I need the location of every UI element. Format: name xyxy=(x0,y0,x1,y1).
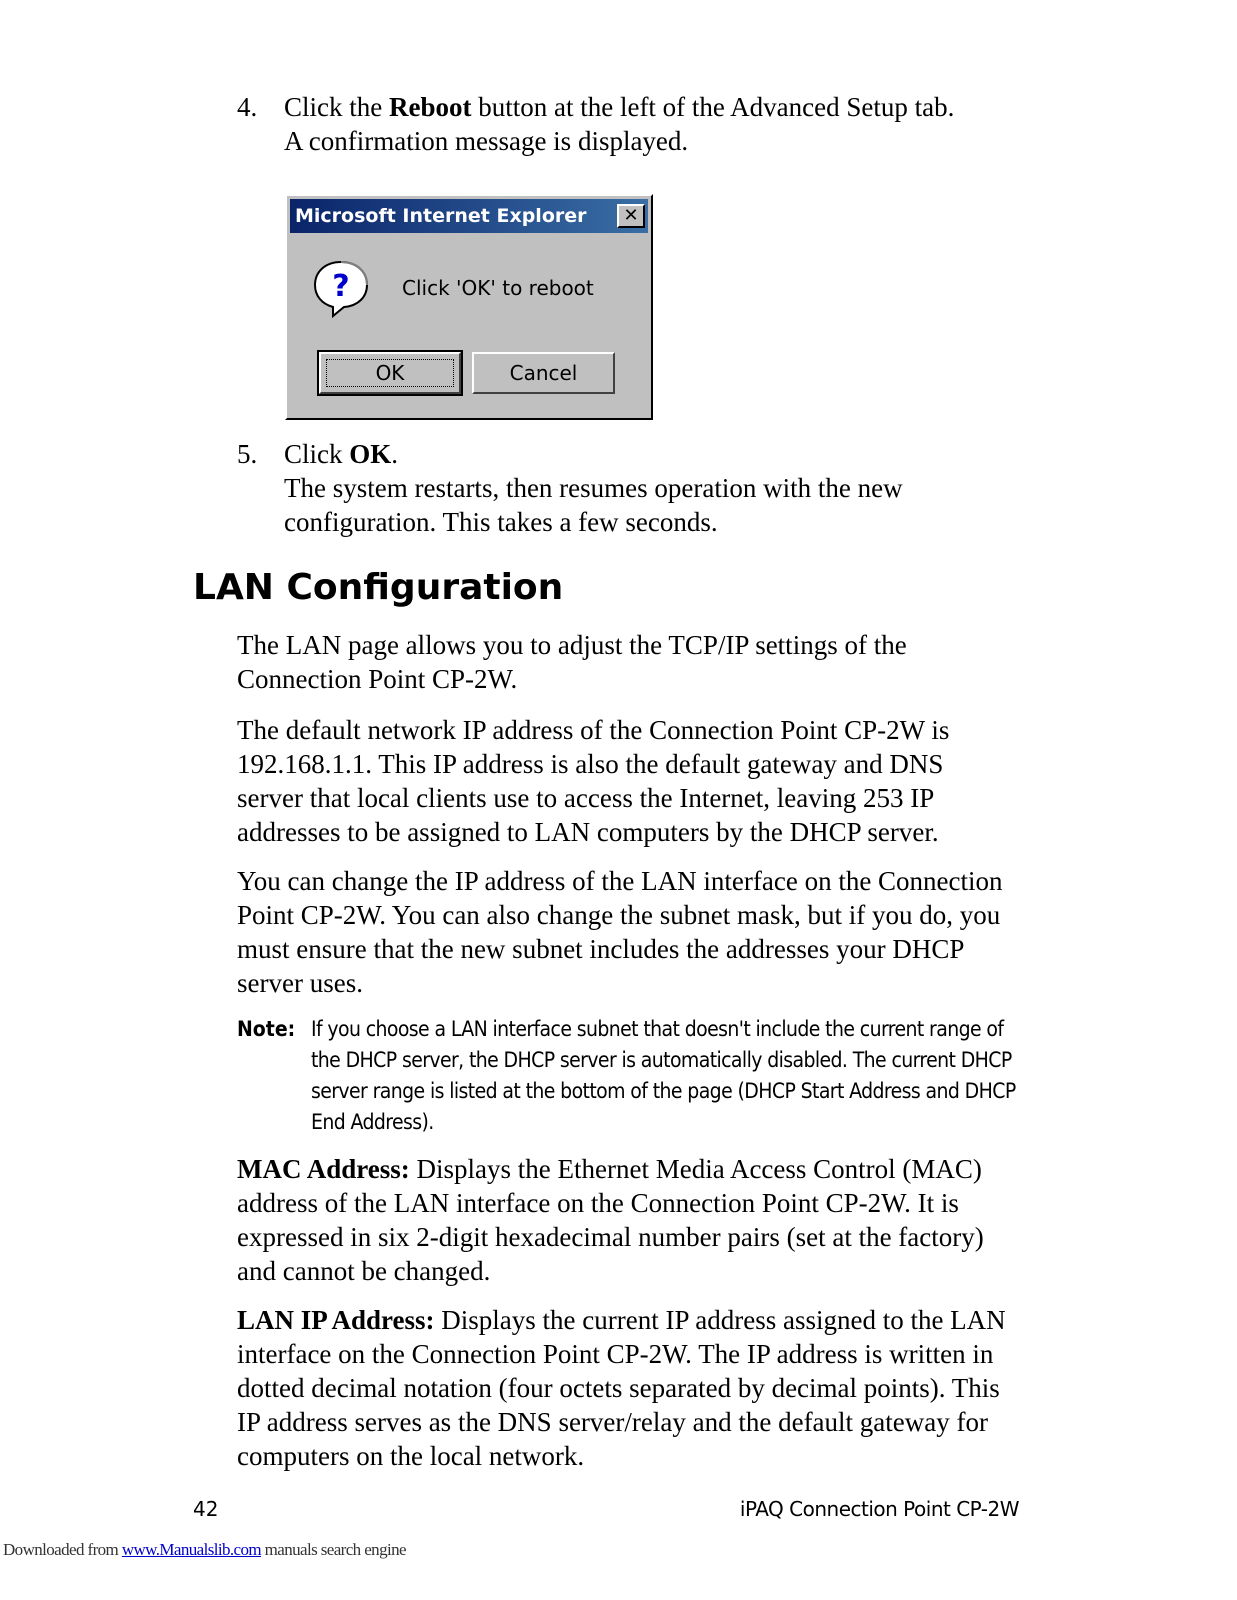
close-icon[interactable]: ✕ xyxy=(617,204,645,228)
step-5 xyxy=(237,437,1017,542)
definition-text: Displays the Ethernet Media Access Control (MAC) address of the LAN interface on the Connection Point CP-2W. It is expressed in six 2-digit hexadecimal number pairs (set at the factory) and cannot be changed. xyxy=(237,1154,984,1286)
question-icon xyxy=(311,258,371,320)
step-bold-term: Reboot xyxy=(388,92,472,122)
definition-term: MAC Address: xyxy=(237,1154,410,1184)
step-text-post: . xyxy=(391,439,399,469)
paragraph-intro: The LAN page allows you to adjust the TCP/IP settings of the Connection Point CP-2W. xyxy=(237,630,907,694)
definition-text: Displays the current IP address assigned to the LAN interface on the Connection Point CP-2W. The IP address is written in dotted decimal notation (four octets separated by decimal points). This IP address serves as the DNS server/relay and the default gateway for computers on the local network. xyxy=(237,1305,1006,1471)
step-bold-term: OK xyxy=(349,439,392,469)
svg-text:?: ? xyxy=(332,269,350,304)
step-result: A confirmation message is displayed. xyxy=(284,126,689,156)
step-text xyxy=(284,90,1024,158)
manualslib-link[interactable]: www.Manualslib.com xyxy=(121,1540,262,1559)
dialog-titlebar xyxy=(290,199,648,233)
page-number: 42 xyxy=(193,1497,219,1521)
step-text-pre: Click the xyxy=(284,92,389,122)
section-heading: LAN Configuration xyxy=(193,567,564,608)
step-number: 5. xyxy=(237,439,258,469)
step-number: 4. xyxy=(237,92,258,122)
running-title: iPAQ Connection Point CP-2W xyxy=(739,1497,1019,1521)
definition-term: LAN IP Address: xyxy=(237,1305,435,1335)
download-suffix: manuals search engine xyxy=(261,1540,406,1559)
step-4 xyxy=(237,90,1017,160)
cancel-button[interactable]: Cancel xyxy=(472,352,615,394)
step-result: The system restarts, then resumes operation with the new configuration. This takes a few seconds. xyxy=(284,473,903,537)
download-source xyxy=(3,1540,406,1560)
dialog-message: Click 'OK' to reboot xyxy=(402,276,594,300)
definition-mac-address xyxy=(237,1152,1027,1288)
paragraph-change-ip: You can change the IP address of the LAN interface on the Connection Point CP-2W. You can also change the subnet mask, but if you do, you must ensure that the new subnet includes the addresses your DHCP server uses. xyxy=(237,866,1003,998)
note-label: Note: xyxy=(237,1017,296,1041)
step-text-pre: Click xyxy=(284,439,350,469)
ok-button-label: OK xyxy=(375,361,405,385)
dialog-title: Microsoft Internet Explorer xyxy=(295,205,587,227)
note-text: If you choose a LAN interface subnet that doesn't include the current range of the DHCP server, the DHCP server is automatically disabled. The current DHCP server range is listed at the bottom of the page (DHCP Start Address and DHCP End Address). xyxy=(311,1017,1016,1134)
definition-lan-ip-address xyxy=(237,1303,1007,1473)
ok-button[interactable] xyxy=(319,352,461,394)
step-text-post: button at the left of the Advanced Setup tab. xyxy=(471,92,955,122)
confirm-dialog xyxy=(285,194,653,420)
step-text xyxy=(284,437,1024,539)
paragraph-default-ip: The default network IP address of the Connection Point CP-2W is 192.168.1.1. This IP address is also the default gateway and DNS server that local clients use to access the Internet, leaving 253 IP addresses to be assigned to LAN computers by the DHCP server. xyxy=(237,715,950,847)
download-prefix: Downloaded from xyxy=(3,1540,122,1559)
